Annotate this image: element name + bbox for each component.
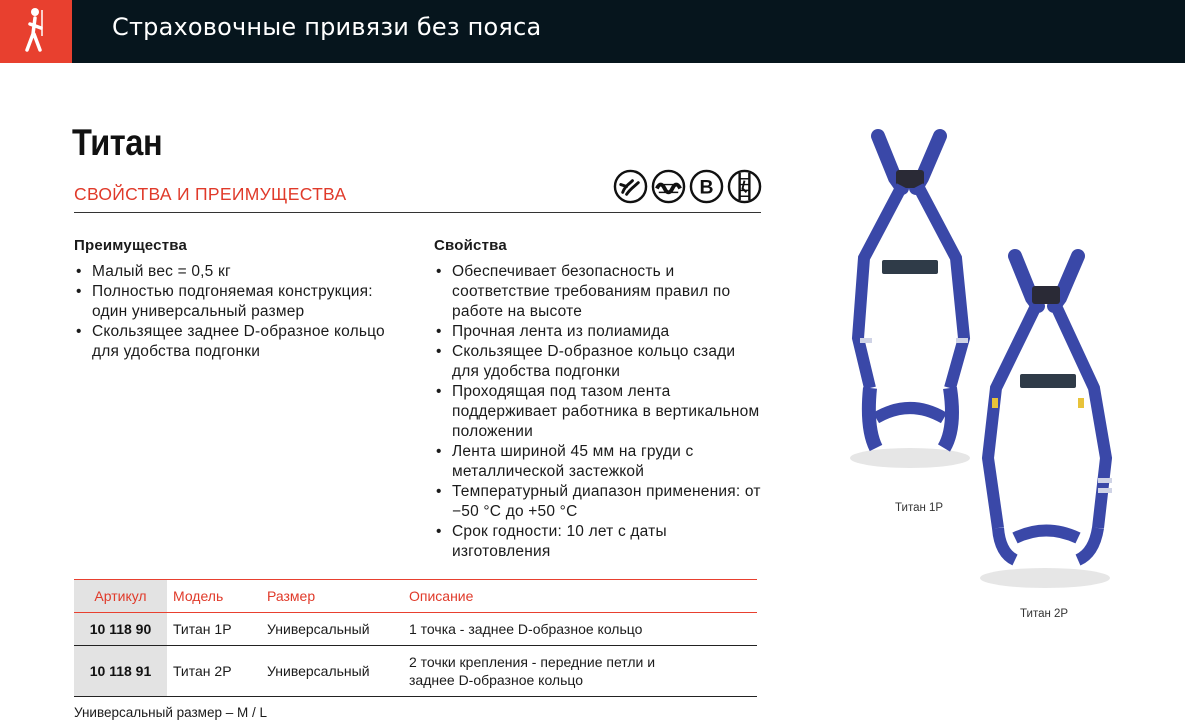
advantages-list	[74, 262, 404, 362]
advantages-section	[74, 236, 404, 362]
properties-section	[434, 236, 764, 562]
model-cell: Титан 1P	[173, 621, 232, 637]
fall-protection-person-icon	[22, 6, 50, 56]
model-cell: Титан 2P	[173, 663, 232, 679]
harness-2p-caption: Титан 2P	[1020, 608, 1069, 620]
list-item: • Проходящая под тазом лента поддерживает работника в вертикальном положении	[434, 382, 764, 442]
header-article: Артикул	[74, 580, 167, 612]
harness-2p-image	[970, 248, 1120, 598]
header-description: Описание	[409, 588, 474, 604]
list-item: • Обеспечивает безопасность и соответствие требованиям правил по работе на высоте	[434, 262, 764, 322]
size-footnote: Универсальный размер – M / L	[74, 705, 267, 720]
list-item: • Скользящее заднее D-образное кольцо для удобства подгонки	[74, 322, 404, 362]
size-cell: Универсальный	[267, 621, 370, 637]
article-cell: 10 118 90	[74, 613, 167, 645]
advantages-heading: Преимущества	[74, 237, 188, 254]
header-model: Модель	[173, 588, 224, 604]
anchor-ladder-icon	[727, 169, 762, 204]
header-size: Размер	[267, 588, 316, 604]
harness-1p-image	[840, 128, 980, 488]
product-title: Титан	[72, 122, 163, 163]
header-bar	[0, 0, 1185, 63]
size-cell: Универсальный	[267, 663, 370, 679]
list-item: • Полностью подгоняемая конструкция: один универсальный размер	[74, 282, 404, 322]
section-divider	[74, 212, 761, 213]
list-item: • Прочная лента из полиамида	[434, 322, 764, 342]
table-header-row	[74, 579, 757, 613]
list-item: • Срок годности: 10 лет с даты изготовления	[434, 522, 764, 562]
harness-1p-caption: Титан 1P	[895, 502, 944, 514]
article-cell: 10 118 91	[74, 646, 167, 696]
list-item: • Скользящее D-образное кольцо сзади для удобства подгонки	[434, 342, 764, 382]
section-title: СВОЙСТВА И ПРЕИМУЩЕСТВА	[74, 184, 347, 204]
list-item: • Температурный диапазон применения: от −50 °С до +50 °С	[434, 482, 764, 522]
class-b-letter: B	[699, 176, 714, 199]
product-table	[74, 579, 757, 697]
properties-list	[434, 262, 764, 562]
rope-icon	[651, 169, 686, 204]
hand-protection-icon	[613, 169, 648, 204]
certification-icons	[613, 169, 762, 204]
description-cell: 2 точки крепления - передние петли и заднее D-образное кольцо	[409, 654, 656, 688]
properties-heading: Свойства	[434, 237, 507, 254]
class-b-icon	[689, 169, 724, 204]
description-cell: 1 точка - заднее D-образное кольцо	[409, 621, 643, 637]
table-row	[74, 613, 757, 646]
list-item: • Лента шириной 45 мм на груди с металлической застежкой	[434, 442, 764, 482]
table-row	[74, 646, 757, 697]
logo	[0, 0, 72, 63]
list-item: • Малый вес = 0,5 кг	[74, 262, 404, 282]
page-header-title: Страховочные привязи без пояса	[112, 13, 542, 41]
